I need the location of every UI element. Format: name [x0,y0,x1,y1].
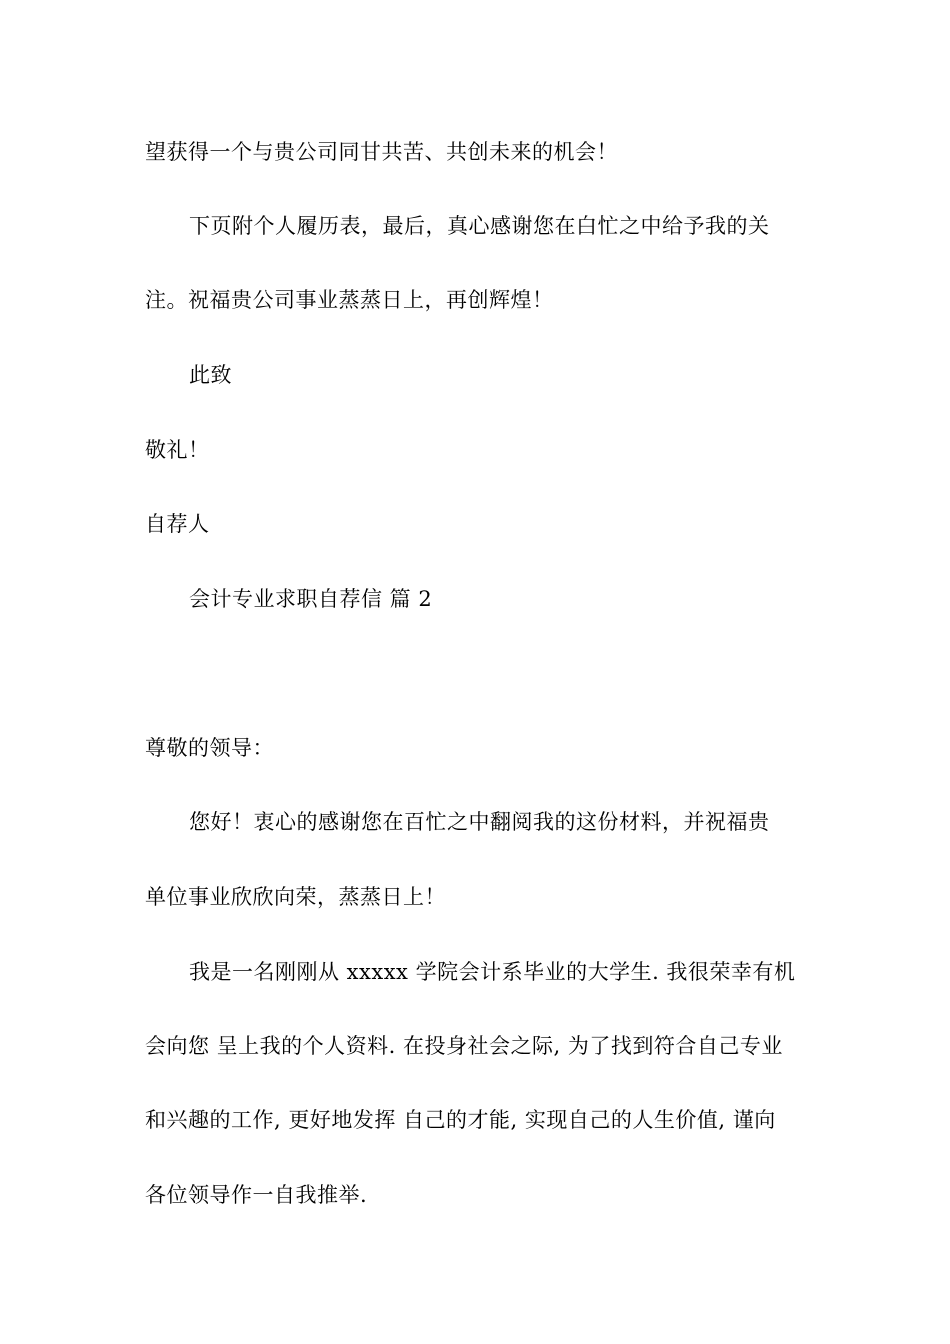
paragraph-line: 注。祝福贵公司事业蒸蒸日上，再创辉煌！ [145,288,554,312]
paragraph-line: 望获得一个与贵公司同甘共苦、共创未来的机会！ [145,140,618,164]
paragraph-line: 会向您 呈上我的个人资料. 在投身社会之际, 为了找到符合自己专业 [145,1034,783,1058]
closing-regards: 敬礼！ [145,438,210,462]
greeting: 尊敬的领导： [145,736,274,760]
paragraph-line: 您好！衷心的感谢您在百忙之中翻阅我的这份材料，并祝福贵 [189,810,770,834]
paragraph-line: 各位领导作一自我推举. [145,1183,368,1207]
closing-salutation: 此致 [189,363,232,387]
paragraph-line: 我是一名刚刚从 xxxxx 学院会计系毕业的大学生. 我很荣幸有机 [189,960,796,984]
signature-label: 自荐人 [145,512,210,536]
paragraph-line: 下页附个人履历表，最后，真心感谢您在白忙之中给予我的关 [189,214,770,238]
section-title: 会计专业求职自荐信 篇 2 [189,587,433,611]
paragraph-line: 和兴趣的工作, 更好地发挥 自己的才能, 实现自己的人生价值, 谨向 [145,1108,776,1132]
paragraph-line: 单位事业欣欣向荣，蒸蒸日上！ [145,885,446,909]
